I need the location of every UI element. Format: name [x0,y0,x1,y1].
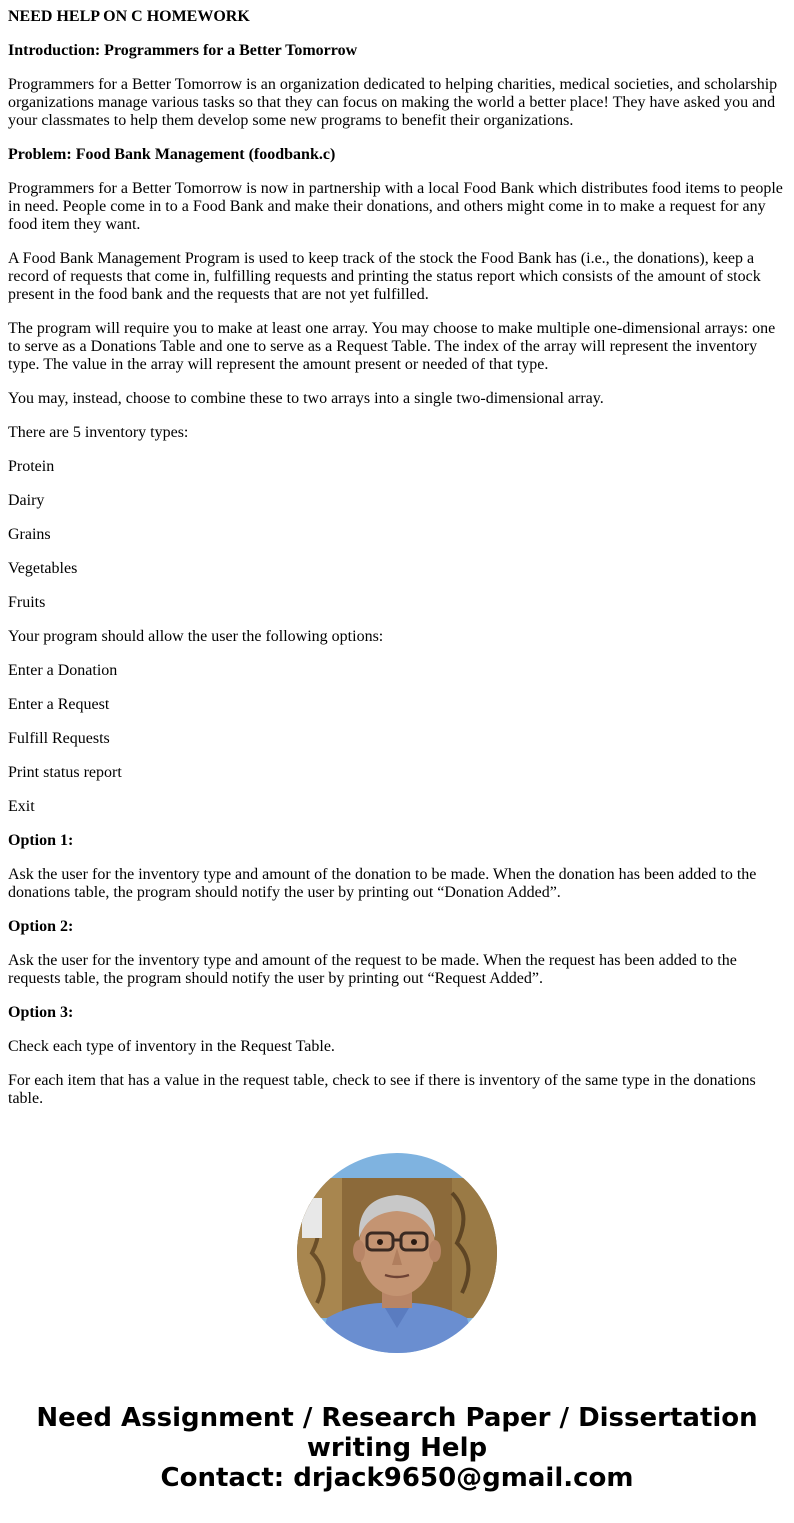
option3-paragraph: Check each type of inventory in the Request Table. [8,1038,335,1055]
promo-contact: Contact: drjack9650@gmail.com [160,1463,634,1493]
body-paragraph: There are 5 inventory types: [8,424,189,441]
option-item: Enter a Request [8,696,110,713]
page-title: NEED HELP ON C HOMEWORK [8,8,250,25]
option-item: Print status report [8,764,122,781]
body-paragraph: You may, instead, choose to combine these to two arrays into a single two-dimensional array. [8,390,604,407]
option2-heading: Option 2: [8,918,74,935]
options-intro: Your program should allow the user the following options: [8,628,384,645]
option-item: Fulfill Requests [8,730,110,747]
intro-heading: Introduction: Programmers for a Better Tomorrow [8,42,358,59]
inventory-type-item: Vegetables [8,560,78,577]
promo-line: Need Assignment / Research Paper / Dissertation [36,1403,758,1433]
option1-heading: Option 1: [8,832,74,849]
inventory-type-item: Fruits [8,594,46,611]
option2-paragraph: Ask the user for the inventory type and amount of the request to be made. When the request has been added to the requests table, the program should notify the user by printing out “Request Added”. [8,952,737,987]
option-item: Enter a Donation [8,662,118,679]
document-body [8,8,786,1124]
option-item: Exit [8,798,35,815]
inventory-type-item: Grains [8,526,51,543]
body-paragraph: A Food Bank Management Program is used to keep track of the stock the Food Bank has (i.e., the donations), keep a record of requests that come in, fulfilling requests and printing the status report which consists of the amount of stock present in the food bank and the requests that are not yet fulfilled. [8,250,761,303]
inventory-type-item: Protein [8,458,55,475]
promo-banner [0,1403,794,1493]
author-avatar [297,1153,497,1353]
inventory-type-item: Dairy [8,492,45,509]
option3-paragraph: For each item that has a value in the request table, check to see if there is inventory of the same type in the donations table. [8,1072,756,1107]
body-paragraph: The program will require you to make at least one array. You may choose to make multiple one-dimensional arrays: one to serve as a Donations Table and one to serve as a Request Table. The index of the array will represent the inventory type. The value in the array will represent the amount present or needed of that type. [8,320,776,373]
option1-paragraph: Ask the user for the inventory type and amount of the donation to be made. When the donation has been added to the donations table, the program should notify the user by printing out “Donation Added”. [8,866,757,901]
problem-heading: Problem: Food Bank Management (foodbank.c) [8,146,336,163]
promo-line: writing Help [306,1433,488,1463]
body-paragraph: Programmers for a Better Tomorrow is now in partnership with a local Food Bank which distributes food items to people in need. People come in to a Food Bank and make their donations, and others might come in to make a request for any food item they want. [8,180,783,233]
intro-paragraph: Programmers for a Better Tomorrow is an organization dedicated to helping charities, medical societies, and scholarship organizations manage various tasks so that they can focus on making the world a better place! They have asked you and your classmates to help them develop some new programs to benefit their organizations. [8,76,778,129]
option3-heading: Option 3: [8,1004,74,1021]
